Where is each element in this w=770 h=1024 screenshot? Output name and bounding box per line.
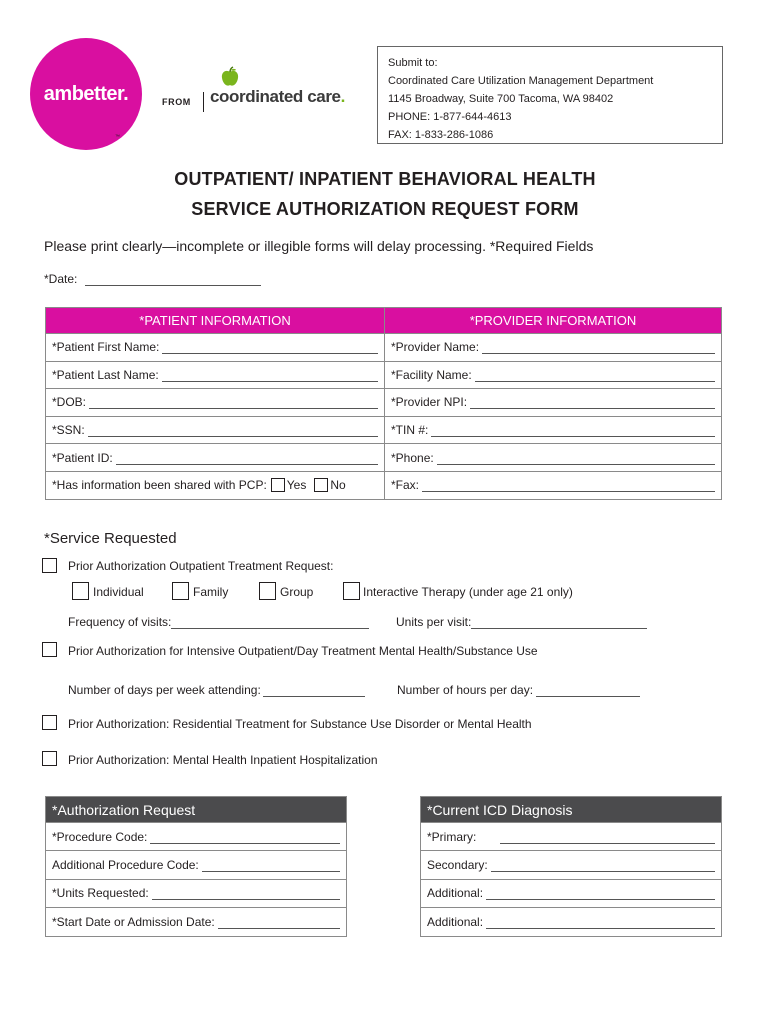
date-row	[44, 271, 261, 286]
form-title-line2: SERVICE AUTHORIZATION REQUEST FORM	[191, 199, 579, 219]
coordinated-care-logo: coordinated care.	[210, 87, 345, 106]
family-checkbox[interactable]	[172, 582, 189, 600]
residential-checkbox[interactable]	[42, 715, 57, 730]
interactive-therapy-checkbox[interactable]	[343, 582, 360, 600]
additional-procedure-code-field[interactable]	[202, 859, 340, 872]
inpatient-label: Prior Authorization: Mental Health Inpatient Hospitalization	[68, 753, 378, 767]
primary-diagnosis-label: *Primary:	[427, 829, 477, 844]
secondary-diagnosis-field[interactable]	[491, 859, 715, 872]
individual-checkbox[interactable]	[72, 582, 89, 600]
service-requested-title: *Service Requested	[44, 530, 177, 547]
frequency-row	[68, 615, 369, 629]
pcp-yes-checkbox[interactable]	[271, 478, 285, 492]
units-per-visit-label: Units per visit:	[396, 615, 472, 629]
instructions: Please print clearly—incomplete or illegible forms will delay processing. *Required Fields	[44, 238, 594, 254]
procedure-code-label: *Procedure Code:	[52, 829, 148, 844]
form-title-line1: OUTPATIENT/ INPATIENT BEHAVIORAL HEALTH	[174, 169, 596, 189]
from-label: FROM	[162, 97, 191, 107]
hours-per-day-field[interactable]	[536, 683, 640, 697]
residential-label: Prior Authorization: Residential Treatment for Substance Use Disorder or Mental Health	[68, 717, 532, 731]
facility-name-label: *Facility Name:	[391, 367, 472, 382]
submit-phone: PHONE: 1-877-644-4613	[388, 111, 512, 123]
pcp-no-checkbox[interactable]	[314, 478, 328, 492]
procedure-code-field[interactable]	[150, 831, 340, 844]
units-requested-label: *Units Requested:	[52, 886, 149, 901]
units-per-visit-row	[396, 615, 647, 629]
patient-first-name-field[interactable]	[162, 341, 378, 354]
submit-address: 1145 Broadway, Suite 700 Tacoma, WA 98402	[388, 93, 614, 105]
units-requested-field[interactable]	[152, 887, 340, 900]
group-checkbox[interactable]	[259, 582, 276, 600]
icd-diagnosis-table	[420, 796, 722, 937]
start-date-label: *Start Date or Admission Date:	[52, 914, 215, 929]
days-per-week-field[interactable]	[263, 683, 365, 697]
intensive-outpatient-label: Prior Authorization for Intensive Outpatient/Day Treatment Mental Health/Substance Use	[68, 644, 538, 658]
additional-diagnosis-label-2: Additional:	[427, 914, 484, 929]
patient-info-header: *PATIENT INFORMATION	[46, 308, 385, 334]
icd-diagnosis-header: *Current ICD Diagnosis	[421, 797, 722, 823]
ambetter-logo-text: ambetter.	[43, 82, 129, 105]
outpatient-label: Prior Authorization Outpatient Treatment Request:	[68, 559, 334, 573]
outpatient-checkbox[interactable]	[42, 558, 57, 573]
additional-diagnosis-field-2[interactable]	[486, 916, 715, 929]
interactive-therapy-label: Interactive Therapy (under age 21 only)	[363, 585, 573, 599]
individual-label: Individual	[93, 585, 144, 599]
provider-info-header: *PROVIDER INFORMATION	[385, 308, 722, 334]
frequency-field[interactable]	[171, 615, 369, 629]
logo-divider	[203, 92, 204, 112]
hours-per-day-row	[397, 683, 640, 697]
patient-provider-table	[45, 307, 722, 500]
date-field[interactable]	[85, 271, 261, 286]
family-label: Family	[193, 585, 229, 599]
additional-diagnosis-label-1: Additional:	[427, 886, 484, 901]
patient-id-label: *Patient ID:	[52, 450, 113, 465]
fax-label: *Fax:	[391, 478, 420, 493]
trademark-mark: ™	[115, 134, 120, 140]
pcp-yes-label: Yes	[286, 478, 307, 493]
dob-field[interactable]	[89, 396, 378, 409]
days-per-week-row	[68, 683, 365, 697]
authorization-request-header: *Authorization Request	[46, 797, 347, 823]
date-label: *Date:	[44, 272, 78, 286]
inpatient-checkbox[interactable]	[42, 751, 57, 766]
fax-field[interactable]	[422, 479, 715, 492]
phone-field[interactable]	[437, 452, 715, 465]
submit-department: Coordinated Care Utilization Management Department	[388, 75, 654, 87]
units-per-visit-field[interactable]	[471, 615, 647, 629]
secondary-diagnosis-label: Secondary:	[427, 858, 488, 873]
ssn-field[interactable]	[88, 424, 378, 437]
tin-field[interactable]	[431, 424, 715, 437]
patient-last-name-field[interactable]	[162, 369, 378, 382]
start-date-field[interactable]	[218, 916, 340, 929]
dob-label: *DOB:	[52, 395, 87, 410]
provider-name-label: *Provider Name:	[391, 340, 480, 355]
days-per-week-label: Number of days per week attending:	[68, 683, 261, 697]
phone-label: *Phone:	[391, 450, 434, 465]
tin-label: *TIN #:	[391, 423, 429, 438]
primary-diagnosis-field[interactable]	[500, 831, 715, 844]
patient-id-field[interactable]	[116, 452, 378, 465]
patient-first-name-label: *Patient First Name:	[52, 340, 160, 355]
provider-name-field[interactable]	[482, 341, 715, 354]
submit-fax: FAX: 1-833-286-1086	[388, 129, 494, 141]
additional-procedure-code-label: Additional Procedure Code:	[52, 858, 199, 873]
group-label: Group	[280, 585, 314, 599]
provider-npi-label: *Provider NPI:	[391, 395, 468, 410]
authorization-request-table	[45, 796, 347, 937]
submit-to-box	[377, 46, 723, 144]
ambetter-logo	[30, 38, 142, 150]
additional-diagnosis-field-1[interactable]	[486, 887, 715, 900]
provider-npi-field[interactable]	[470, 396, 715, 409]
ssn-label: *SSN:	[52, 423, 85, 438]
hours-per-day-label: Number of hours per day:	[397, 683, 534, 697]
frequency-label: Frequency of visits:	[68, 615, 172, 629]
intensive-outpatient-checkbox[interactable]	[42, 642, 57, 657]
pcp-no-label: No	[330, 478, 346, 493]
pcp-shared-label: *Has information been shared with PCP:	[52, 478, 267, 493]
facility-name-field[interactable]	[475, 369, 715, 382]
submit-label: Submit to:	[388, 57, 438, 69]
patient-last-name-label: *Patient Last Name:	[52, 367, 159, 382]
